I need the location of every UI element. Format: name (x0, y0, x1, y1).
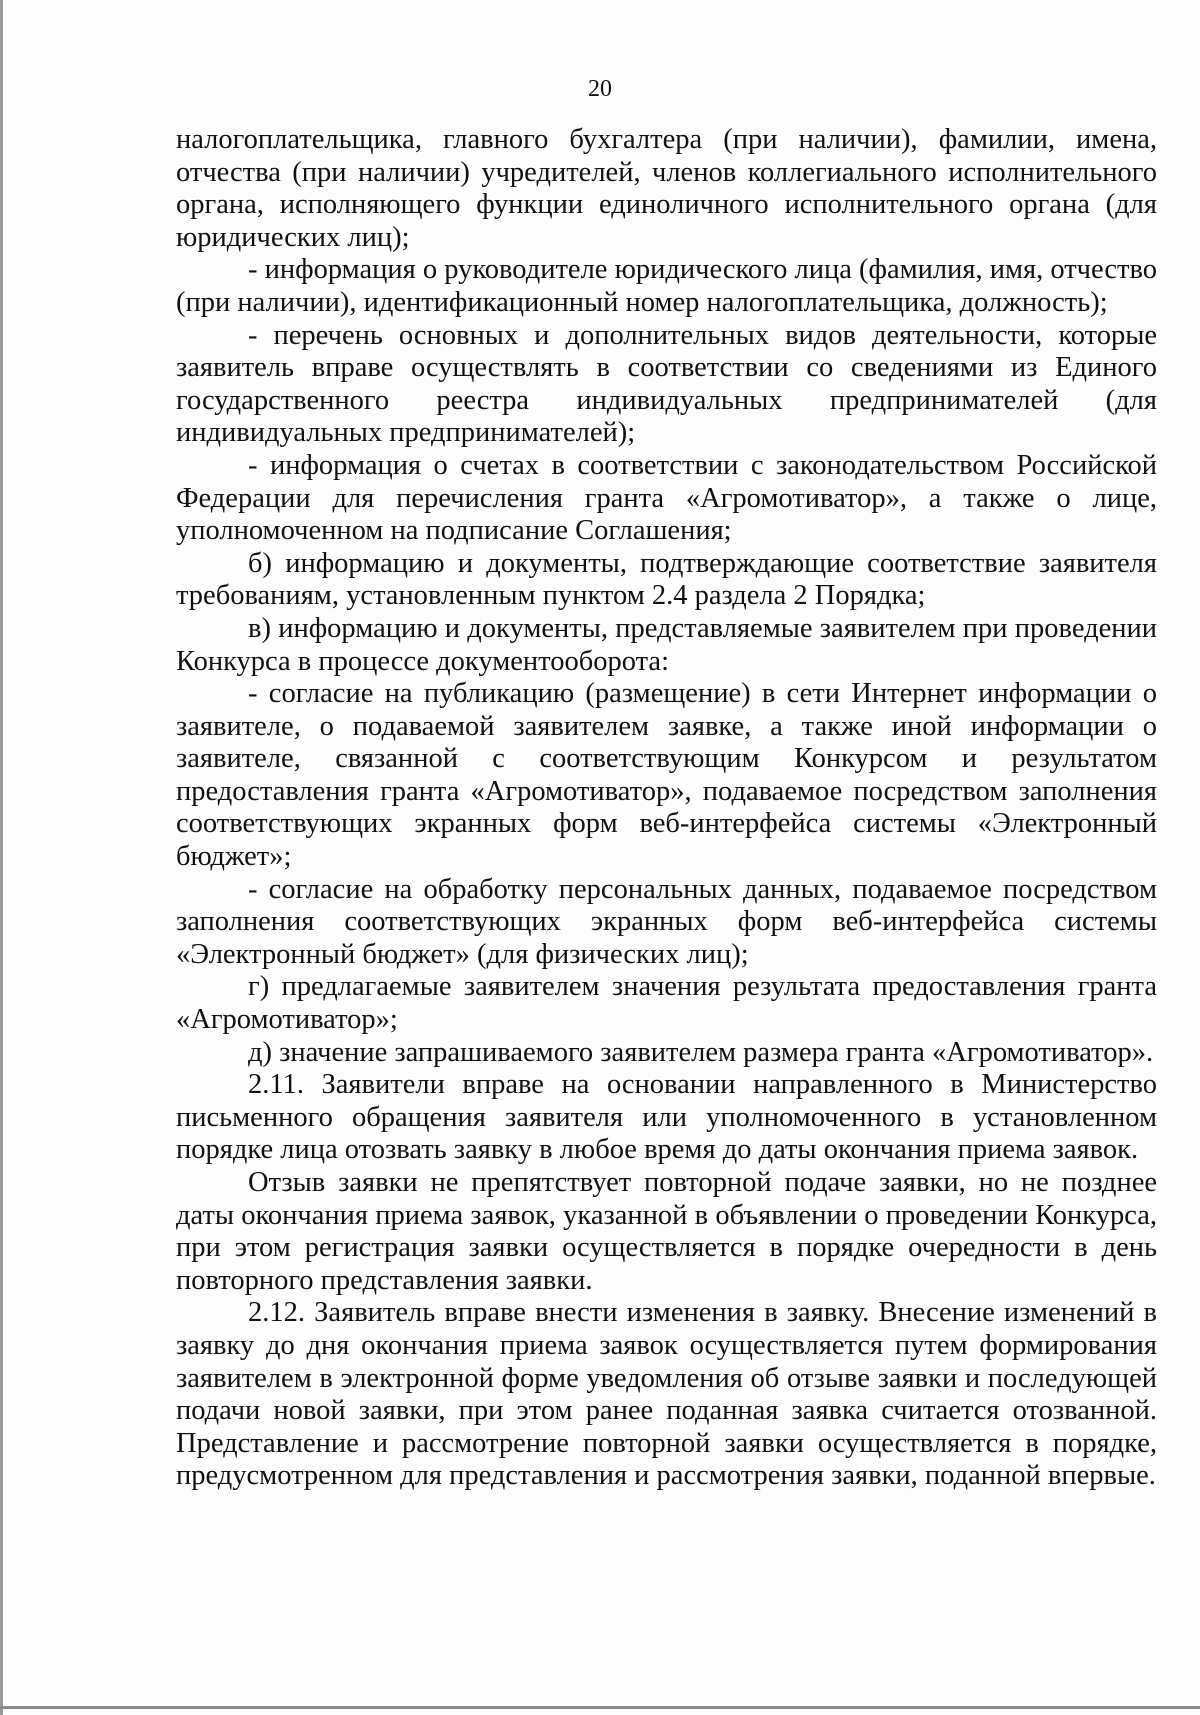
paragraph-activities-list: - перечень основных и дополнительных видов деятельности, которые заявитель вправе осуществлять в соответствии со сведениями из Единого государственного реестра индивидуальных предпринимателей (для индивидуальных предпринимателей); (176, 319, 1157, 449)
paragraph-personal-data-consent: - согласие на обработку персональных данных, подаваемое посредством заполнения соответствующих экранных форм веб-интерфейса системы «Электронный бюджет» (для физических лиц); (176, 873, 1157, 970)
paragraph-continuation: налогоплательщика, главного бухгалтера (при наличии), фамилии, имена, отчества (при наличии) учредителей, членов коллегиального исполнительного органа, исполняющего функции единоличного исполнительного органа (для юридических лиц); (176, 124, 1157, 253)
paragraph-section-2-11: 2.11. Заявители вправе на основании направленного в Министерство письменного обращения заявителя или уполномоченного в установленном порядке лица отозвать заявку в любое время до даты окончания приема заявок. (176, 1069, 1157, 1166)
page-number: 20 (588, 76, 612, 102)
scan-left-edge (0, 0, 3, 1715)
scan-bottom-edge (0, 1706, 1200, 1709)
paragraph-section-2-12: 2.12. Заявитель вправе внести изменения в заявку. Внесение изменений в заявку до дня окончания приема заявок осуществляется путем формирования заявителем в электронной форме уведомления об отзыве заявки и последующей подачи новой заявки, при этом ранее поданная заявка считается отозванной. Представление и рассмотрение повторной заявки осуществляется в порядке, предусмотренном для представления и рассмотрения заявки, поданной впервые. (176, 1297, 1157, 1492)
paragraph-leader-info: - информация о руководителе юридического лица (фамилия, имя, отчество (при наличии), идентификационный номер налогоплательщика, должность); (176, 254, 1157, 318)
paragraph-item-g: г) предлагаемые заявителем значения результата предоставления гранта «Агромотиватор»; (176, 971, 1157, 1036)
paragraph-withdrawal: Отзыв заявки не препятствует повторной подаче заявки, но не позднее даты окончания приема заявок, указанной в объявлении о проведении Конкурса, при этом регистрация заявки осуществляется в порядке очередности в день повторного представления заявки. (176, 1167, 1157, 1296)
paragraph-item-d: д) значение запрашиваемого заявителем размера гранта «Агромотиватор». (248, 1036, 1154, 1068)
paragraph-publication-consent: - согласие на публикацию (размещение) в сети Интернет информации о заявителе, о подаваемой заявителем заявке, а также иной информации о заявителе, связанной с соответствующим Конкурсом и результатом предоставления гранта «Агромотиватор», подаваемое посредством заполнения соответствующих экранных форм веб-интерфейса системы «Электронный бюджет»; (176, 678, 1157, 873)
paragraph-item-b: б) информацию и документы, подтверждающие соответствие заявителя требованиям, установленным пунктом 2.4 раздела 2 Порядка; (176, 547, 1157, 612)
paragraph-accounts-info: - информация о счетах в соответствии с законодательством Российской Федерации для перечисления гранта «Агромотиватор», а также о лице, уполномоченном на подписание Соглашения; (176, 449, 1157, 547)
paragraph-item-v: в) информацию и документы, представляемые заявителем при проведении Конкурса в процессе документооборота: (176, 612, 1157, 677)
document-body (176, 124, 1157, 1493)
